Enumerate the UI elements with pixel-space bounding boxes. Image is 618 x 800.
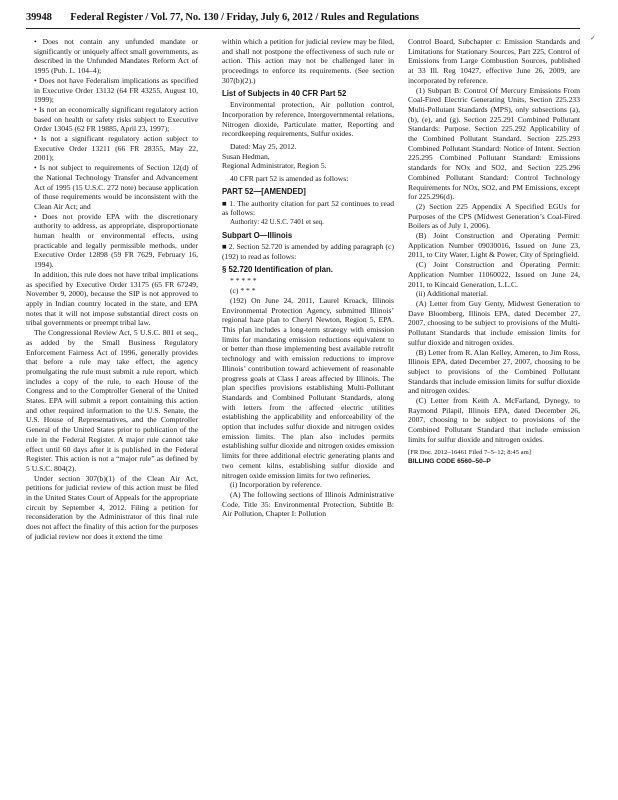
- page-number: 39948: [26, 12, 52, 23]
- paragraph-judicial-review: Under section 307(b)(1) of the Clean Air Act, petitions for judicial review of this action must be filed in the United States Court of Appeals for the appropriate circuit by September 4, 2012. Filing a petition for reconsideration by the Administrator of this final rule does not affect the finality of this action for the purposes of judicial review nor does it extend the time: [26, 473, 198, 541]
- running-header: [26, 12, 576, 23]
- paragraph-appendix-a: (2) Section 225 Appendix A Specified EGUs for Purposes of the CPS (Midwest Generation’s Coal-Fired Boilers as of July 1, 2006).: [408, 201, 580, 231]
- signer-name: Susan Hedman,: [222, 151, 270, 161]
- amend-intro: 40 CFR part 52 is amended as follows:: [230, 174, 349, 184]
- bullet-eo-12898: • Does not provide EPA with the discretionary authority to address, as appropriate, disproportionate human health or environmental effects, using practicable and legally permissible methods, under Executive Order 12898 (59 FR 7629, February 16, 1994).: [34, 211, 198, 270]
- signer-title: Regional Administrator, Region 5.: [222, 161, 327, 171]
- running-title: Federal Register / Vol. 77, No. 130 / Friday, July 6, 2012 / Rules and Regulations: [70, 12, 419, 23]
- bullet-nttaa: • Is not subject to requirements of Section 12(d) of the National Technology Transfer and Advancement Act of 1995 (15 U.S.C. 272 note) because application of those requirements would be inconsistent with the Clean Air Act; and: [34, 163, 198, 211]
- instruction-2: ■ 2. Section 52.720 is amended by adding paragraph (c)(192) to read as follows:: [222, 242, 394, 262]
- paragraph-c: (c) * * *: [230, 286, 256, 296]
- letter-b: (B) Letter from R. Alan Kelley, Ameren, to Jim Ross, Illinois EPA, dated December 27, 2007, choosing to be subject to provisions of the Combined Pollutant Standards that include emission limits for sulfur dioxide and nitrogen oxides.: [408, 347, 580, 396]
- column-3: [408, 37, 580, 622]
- bullet-eo-13211: • Is not a significant regulatory action subject to Executive Order 13211 (66 FR 28355, May 22, 2001);: [34, 134, 198, 163]
- letter-a: (A) Letter from Guy Genty, Midwest Generation to Dave Bloomberg, Illinois EPA, dated December 27, 2007, choosing to be subject to provisions of the Multi-Pollutant Standards that include emission limits for sulfur dioxide and nitrogen oxides.: [408, 298, 580, 347]
- additional-material-heading: (ii) Additional material.: [416, 289, 488, 299]
- margin-mark: ✓: [590, 34, 596, 42]
- paragraph-continued-3: Control Board, Subchapter c: Emission Standards and Limitations for Stationary Sources, Part 225, Control of Emissions from Large Combustion Sources, published at 33 Ill. Reg 10427, effective June 26, 2009, are incorporated by reference.: [408, 37, 580, 85]
- stars-line: * * * * *: [230, 276, 257, 286]
- header-rule: [26, 28, 580, 29]
- bullet-eo-13045: • Is not an economically significant regulatory action based on health or safety risks subject to Executive Order 13045 (62 FR 19885, April 23, 1997);: [34, 104, 198, 134]
- part-heading: PART 52—[AMENDED]: [222, 186, 306, 196]
- column-2: [222, 37, 394, 747]
- paragraph-permit-c: (C) Joint Construction and Operating Permit: Application Number 11060022, Issued on June 24, 2011, to Kincaid Generation, L.L.C.: [408, 260, 580, 289]
- authority-citation: Authority: 42 U.S.C. 7401 et seq.: [230, 217, 324, 226]
- paragraph-cra: The Congressional Review Act, 5 U.S.C. 801 et seq., as added by the Small Business Regulatory Enforcement Fairness Act of 1996, generally provides that before a rule may take effect, the agency promulgating the rule must submit a rule report, which includes a copy of the rule, to each House of the Congress and to the Comptroller General of the United States. EPA will submit a report containing this action and other required information to the U.S. Senate, the U.S. House of Representatives, and the Comptroller General of the United States prior to publication of the rule in the Federal Register. A major rule cannot take effect until 60 days after it is published in the Federal Register. This action is not a “major rule” as defined by 5 U.S.C. 804(2).: [26, 328, 198, 473]
- subjects-text: Environmental protection, Air pollution control, Incorporation by reference, Intergovernmental relations, Nitrogen dioxide, Particulate matter, Reporting and recordkeeping requirements, Sulfur oxides.: [222, 100, 394, 139]
- subpart-heading: Subpart O—Illinois: [222, 230, 293, 240]
- incorporation-heading: (i) Incorporation by reference.: [230, 480, 322, 490]
- paragraph-continued: within which a petition for judicial review may be filed, and shall not postpone the effectiveness of such rule or action. This action may not be challenged later in proceedings to enforce its requirements. (See section 307(b)(2).): [222, 37, 394, 85]
- bullet-federalism: • Does not have Federalism implications as specified in Executive Order 13132 (64 FR 43255, August 10, 1999);: [34, 75, 198, 105]
- column-1: [26, 37, 198, 777]
- paragraph-192: (192) On June 24, 2011, Laurel Kroack, Illinois Environmental Protection Agency, submitted Illinois’ regional haze plan to Cheryl Newton, Region 5, EPA. This plan includes a long-term strategy with emission limits for mandating emission reductions equivalent to or better than those implementing best available retrofit technology and with emission reductions to improve Illinois’ contribution toward achievement of reasonable progress goals at Class I areas affected by Illinois. The plan specifies provisions establishing Multi-Pollutant Standards and Combined Pollutant Standards, along with letters from the affected electric utilities establishing the applicability and enforceability of the option that includes sulfur dioxide and nitrogen oxides emission limits. The plan also includes permits establishing sulfur dioxide and nitrogen oxides emission limits for three additional electric generating plants and two cement kilns, establishing sulfur dioxide and nitrogen oxide emission limits for two refineries.: [222, 295, 394, 480]
- paragraph-subpart-b: (1) Subpart B: Control Of Mercury Emissions From Coal-Fired Electric Generating Units, Section 225.233 Multi-Pollutant Standards (MPS), only subsections (a), (b), (e), and (g). Section 225.291 Combined Pollutant Standards: Purpose. Section 225.292 Applicability of the Combined Pollutant Standard. Section 225.293 Combined Pollutant Standard: Notice of Intent. Section 225.295 Combined Pollutant Standard: Emissions standards for NOx and SO2, and Section 225.296 Combined Pollutant Standard: Control Technology Requirements for NOx, SO2, and PM Emissions, except for 225.296(d).: [408, 85, 580, 202]
- dated-line: Dated: May 25, 2012.: [230, 142, 297, 152]
- subjects-heading: List of Subjects in 40 CFR Part 52: [222, 88, 347, 98]
- paragraph-tribal: In addition, this rule does not have tribal implications as specified by Executive Order 13175 (65 FR 67249, November 9, 2000), because the SIP is not approved to apply in Indian country located in the state, and EPA notes that it will not impose substantial direct costs on tribal governments or preempt tribal law.: [26, 269, 198, 328]
- paragraph-permit-b: (B) Joint Construction and Operating Permit: Application Number 09030016, Issued on June 23, 2011, to City Water, Light & Power, City of Springfield.: [408, 231, 580, 260]
- letter-c: (C) Letter from Keith A. McFarland, Dynegy, to Raymond Pilapil, Illinois EPA, dated December 26, 2007, choosing to be subject to provisions of the Combined Pollutant Standard that include emission limits for sulfur dioxide and nitrogen oxides.: [408, 396, 580, 444]
- bullet-unfunded-mandates: • Does not contain any unfunded mandate or significantly or uniquely affect small governments, as described in the Unfunded Mandates Reform Act of 1995 (Pub. L. 104–4);: [34, 37, 198, 76]
- instruction-1: ■ 1. The authority citation for part 52 continues to read as follows:: [222, 198, 394, 218]
- incorporation-a: (A) The following sections of Illinois Administrative Code, Title 35: Environmental Protection, Subtitle B: Air Pollution, Chapter I: Pollution: [222, 489, 394, 519]
- section-heading: § 52.720 Identification of plan.: [222, 264, 333, 274]
- fr-doc-line: [FR Doc. 2012–16461 Filed 7–5–12; 8:45 am]: [408, 448, 531, 456]
- billing-code: BILLING CODE 6560–50–P: [408, 458, 491, 466]
